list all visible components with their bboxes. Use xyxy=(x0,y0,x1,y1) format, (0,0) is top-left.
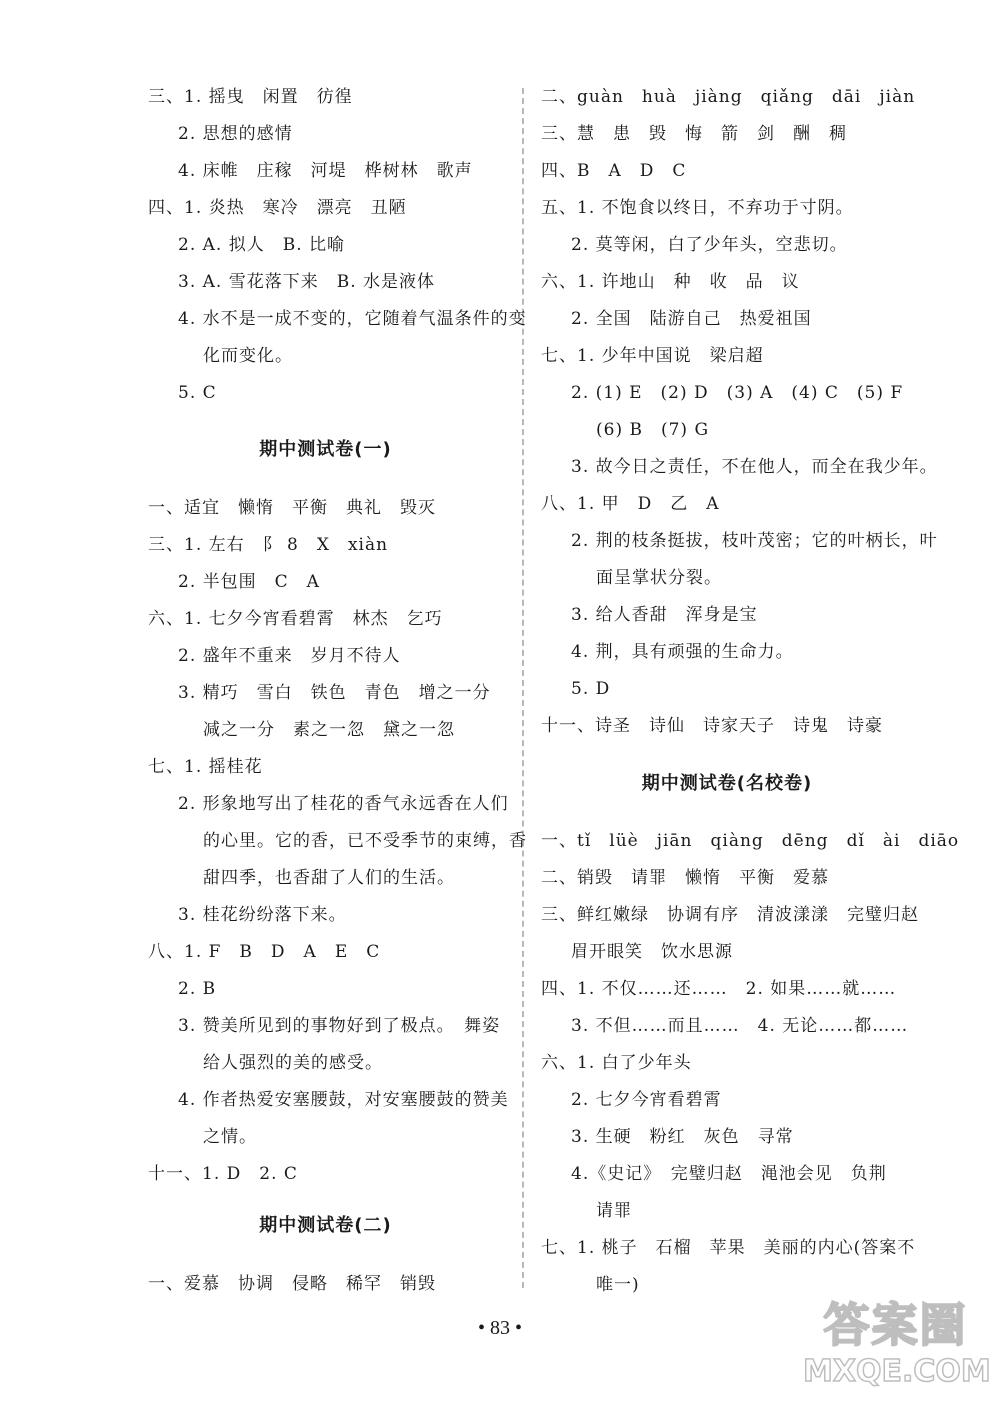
answer-line: 2. A. 拟人 B. 比喻 xyxy=(178,235,346,255)
answer-line: 2. 荆的枝条挺拔，枝叶茂密；它的叶柄长，叶 xyxy=(571,531,938,551)
answer-line: 2. (1) E (2) D (3) A (4) C (5) F xyxy=(571,383,904,403)
answer-line: 4. 荆，具有顽强的生命力。 xyxy=(571,642,794,662)
answer-line: 4. 水不是一成不变的，它随着气温条件的变 xyxy=(178,309,527,329)
answer-line: 3. 生硬 粉红 灰色 寻常 xyxy=(571,1127,794,1147)
watermark-logo xyxy=(803,1294,991,1394)
answer-line: 八、1. F B D A E C xyxy=(148,942,381,962)
answer-line: 化而变化。 xyxy=(203,346,293,366)
answer-line: 3. 赞美所见到的事物好到了极点。 舞姿 xyxy=(178,1016,501,1036)
answer-line: 2. 思想的感情 xyxy=(178,124,293,144)
answer-line: 3. 故今日之责任，不在他人，而全在我少年。 xyxy=(571,457,938,477)
answer-line: 3. A. 雪花落下来 B. 水是液体 xyxy=(178,272,436,292)
answer-line: 眉开眼笑 饮水思源 xyxy=(571,942,733,962)
column-divider xyxy=(522,88,524,1288)
answer-line: 六、1. 白了少年头 xyxy=(541,1053,692,1073)
answer-line: 4. 床帷 庄稼 河堤 桦树林 歌声 xyxy=(178,161,473,181)
answer-line: 请罪 xyxy=(596,1201,632,1221)
answer-line: 三、慧 患 毁 悔 箭 剑 酬 稠 xyxy=(541,124,847,144)
answer-line: 二、销毁 请罪 懒惰 平衡 爱慕 xyxy=(541,868,829,888)
section-heading: 期中测试卷(二) xyxy=(259,1215,392,1236)
watermark-url: MXQE.COM xyxy=(803,1354,991,1389)
answer-line: 2. 莫等闲，白了少年头，空悲切。 xyxy=(571,235,848,255)
answer-line: 一、爱慕 协调 侵略 稀罕 销毁 xyxy=(148,1274,436,1294)
answer-line: 一、tǐ lüè jiān qiàng dēng dǐ ài diāo xyxy=(541,831,960,851)
answer-line: 3. 桂花纷纷落下来。 xyxy=(178,905,347,925)
answer-line: 四、1. 不仅……还…… 2. 如果……就…… xyxy=(541,979,897,999)
answer-line: 八、1. 甲 D 乙 A xyxy=(541,494,720,514)
answer-line: 四、B A D C xyxy=(541,161,687,181)
answer-line: 4.《史记》 完璧归赵 渑池会见 负荆 xyxy=(571,1164,887,1184)
answer-line: 十一、1. D 2. C xyxy=(148,1164,298,1184)
answer-line: 六、1. 许地山 种 收 品 议 xyxy=(541,272,800,292)
answer-line: 一、适宜 懒惰 平衡 典礼 毁灭 xyxy=(148,498,436,518)
answer-line: 三、1. 摇曳 闲置 彷徨 xyxy=(148,87,353,107)
answer-line: 七、1. 摇桂花 xyxy=(148,757,263,777)
section-heading: 期中测试卷(一) xyxy=(259,439,392,460)
answer-line: 二、guàn huà jiàng qiǎng dāi jiàn xyxy=(541,87,916,107)
answer-line: 给人强烈的美的感受。 xyxy=(203,1053,383,1073)
answer-line: 5. C xyxy=(178,383,217,403)
answer-line: 的心里。它的香，已不受季节的束缚，香 xyxy=(203,831,527,851)
answer-line: 四、1. 炎热 寒冷 漂亮 丑陋 xyxy=(148,198,407,218)
answer-line: 2. 七夕今宵看碧霄 xyxy=(571,1090,722,1110)
answer-line: 三、鲜红嫩绿 协调有序 清波漾漾 完璧归赵 xyxy=(541,905,919,925)
answer-line: 面呈掌状分裂。 xyxy=(596,568,722,588)
answer-line: 七、1. 桃子 石榴 苹果 美丽的内心(答案不 xyxy=(541,1238,916,1258)
answer-line: 2. 形象地写出了桂花的香气永远香在人们 xyxy=(178,794,509,814)
section-heading: 期中测试卷(名校卷) xyxy=(641,773,813,794)
answer-line: 3. 不但……而且…… 4. 无论……都…… xyxy=(571,1016,909,1036)
answer-line: (6) B (7) G xyxy=(596,420,710,440)
answer-line: 十一、诗圣 诗仙 诗家天子 诗鬼 诗豪 xyxy=(541,716,883,736)
watermark-logo-text: 答案圈 xyxy=(823,1298,968,1352)
answer-line: 4. 作者热爱安塞腰鼓，对安塞腰鼓的赞美 xyxy=(178,1090,509,1110)
answer-line: 2. 全国 陆游自己 热爱祖国 xyxy=(571,309,812,329)
answer-line: 七、1. 少年中国说 梁启超 xyxy=(541,346,764,366)
answer-line: 五、1. 不饱食以终日，不弃功于寸阴。 xyxy=(541,198,854,218)
answer-line: 之情。 xyxy=(203,1127,257,1147)
answer-line: 3. 精巧 雪白 铁色 青色 增之一分 xyxy=(178,683,491,703)
answer-line: 三、1. 左右 阝 8 X xiàn xyxy=(148,535,389,555)
answer-line: 六、1. 七夕今宵看碧霄 林杰 乞巧 xyxy=(148,609,443,629)
answer-line: 5. D xyxy=(571,679,611,699)
answer-line: 3. 给人香甜 浑身是宝 xyxy=(571,605,758,625)
page-number: • 83 • xyxy=(477,1317,522,1339)
answer-line: 唯一) xyxy=(596,1275,640,1295)
answer-line: 2. B xyxy=(178,979,217,999)
answer-line: 甜四季，也香甜了人们的生活。 xyxy=(203,868,455,888)
answer-line: 减之一分 素之一忽 黛之一忽 xyxy=(203,720,455,740)
answer-line: 2. 半包围 C A xyxy=(178,572,320,592)
answer-line: 2. 盛年不重来 岁月不待人 xyxy=(178,646,401,666)
